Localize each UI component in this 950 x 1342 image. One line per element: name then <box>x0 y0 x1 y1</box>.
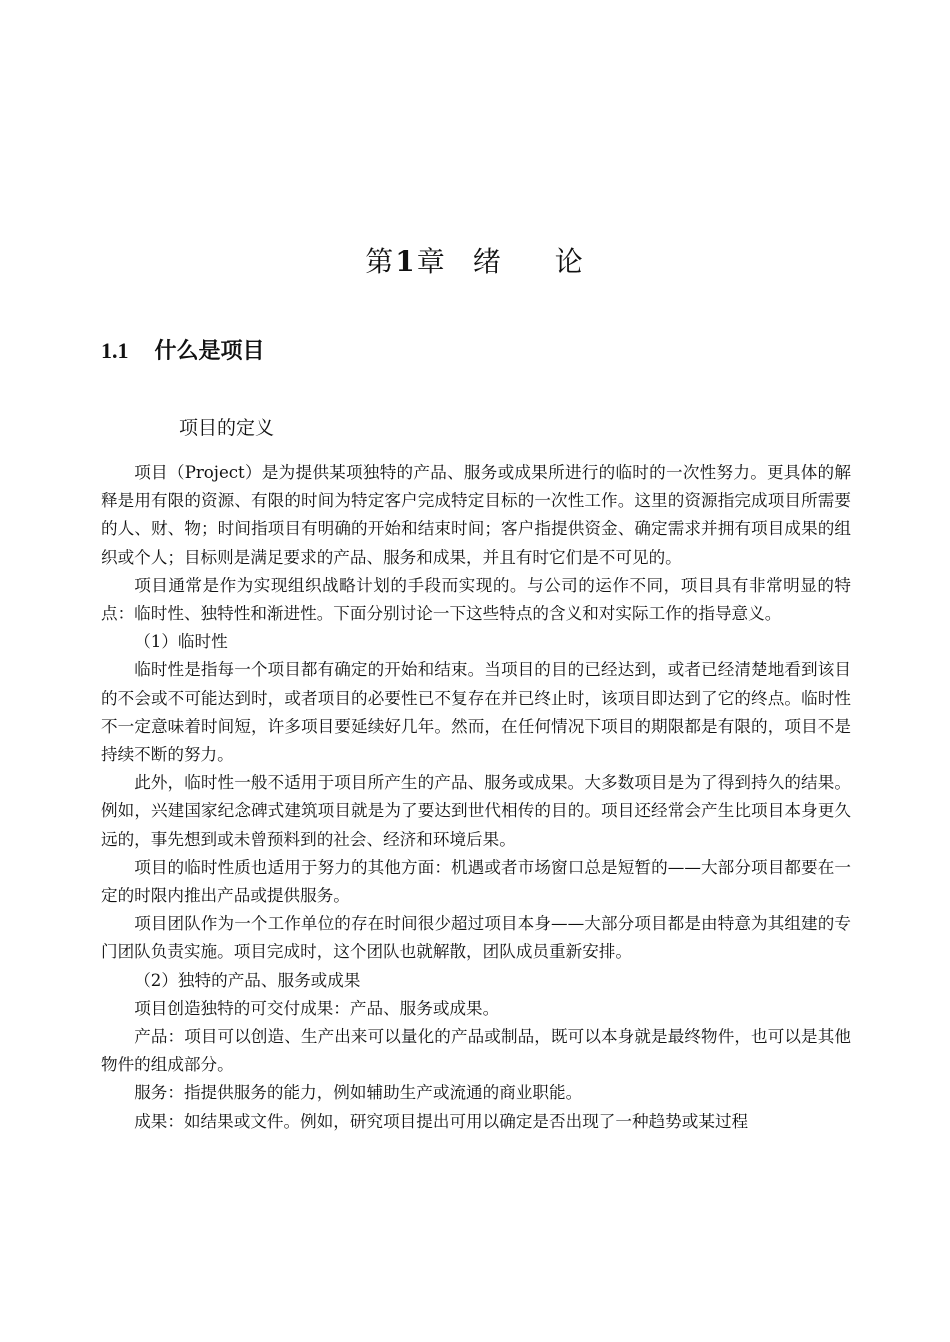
paragraph: 服务：指提供服务的能力，例如辅助生产或流通的商业职能。 <box>134 1083 583 1103</box>
list-heading: （2）独特的产品、服务或成果 <box>134 970 361 990</box>
paragraph: 项目的临时性质也适用于努力的其他方面：机遇或者市场窗口总是短暂的——大部分项目都要在一定的时限内推出产品或提供服务。 <box>101 857 851 906</box>
paragraph: 项目创造独特的可交付成果：产品、服务或成果。 <box>134 998 500 1018</box>
subsection-title: 项目的定义 <box>179 417 275 439</box>
section-title: 什么是项目 <box>154 339 265 364</box>
chapter-title <box>0 240 950 280</box>
list-heading: （1）临时性 <box>134 632 228 652</box>
section-number: 1.1 <box>101 338 129 363</box>
paragraph: 成果：如结果或文件。例如，研究项目提出可用以确定是否出现了一种趋势或某过程 <box>134 1111 749 1131</box>
chapter-number: 1 <box>395 245 417 278</box>
chapter-title-char-2: 论 <box>554 245 585 278</box>
body-text <box>101 459 851 1136</box>
paragraph: 临时性是指每一个项目都有确定的开始和结束。当项目的目的已经达到，或者已经清楚地看到该目的不会或不可能达到时，或者项目的必要性已不复存在并已终止时，该项目即达到了它的终点。临时性不一定意味着时间短，许多项目要延续好几年。然而，在任何情况下项目的期限都是有限的，项目不是持续不断的努力。 <box>101 660 851 765</box>
paragraph: 此外，临时性一般不适用于项目所产生的产品、服务或成果。大多数项目是为了得到持久的结果。例如，兴建国家纪念碑式建筑项目就是为了要达到世代相传的目的。项目还经常会产生比项目本身更久远的，事先想到或未曾预料到的社会、经济和环境后果。 <box>101 773 851 849</box>
paragraph: 项目通常是作为实现组织战略计划的手段而实现的。与公司的运作不同，项目具有非常明显的特点：临时性、独特性和渐进性。下面分别讨论一下这些特点的含义和对实际工作的指导意义。 <box>101 575 851 624</box>
chapter-title-char-1: 绪 <box>472 245 503 278</box>
section-heading <box>101 334 265 365</box>
chapter-suffix: 章 <box>416 245 447 278</box>
chapter-prefix: 第 <box>365 245 396 278</box>
paragraph: 产品：项目可以创造、生产出来可以量化的产品或制品，既可以本身就是最终物件，也可以是其他物件的组成部分。 <box>101 1027 851 1075</box>
paragraph: 项目团队作为一个工作单位的存在时间很少超过项目本身——大部分项目都是由特意为其组建的专门团队负责实施。项目完成时，这个团队也就解散，团队成员重新安排。 <box>101 914 851 962</box>
paragraph: 项目（Project）是为提供某项独特的产品、服务或成果所进行的临时的一次性努力。更具体的解释是用有限的资源、有限的时间为特定客户完成特定目标的一次性工作。这里的资源指完成项目所需要的人、财、物；时间指项目有明确的开始和结束时间；客户指提供资金、确定需求并拥有项目成果的组织或个人；目标则是满足要求的产品、服务和成果，并且有时它们是不可见的。 <box>101 463 851 567</box>
